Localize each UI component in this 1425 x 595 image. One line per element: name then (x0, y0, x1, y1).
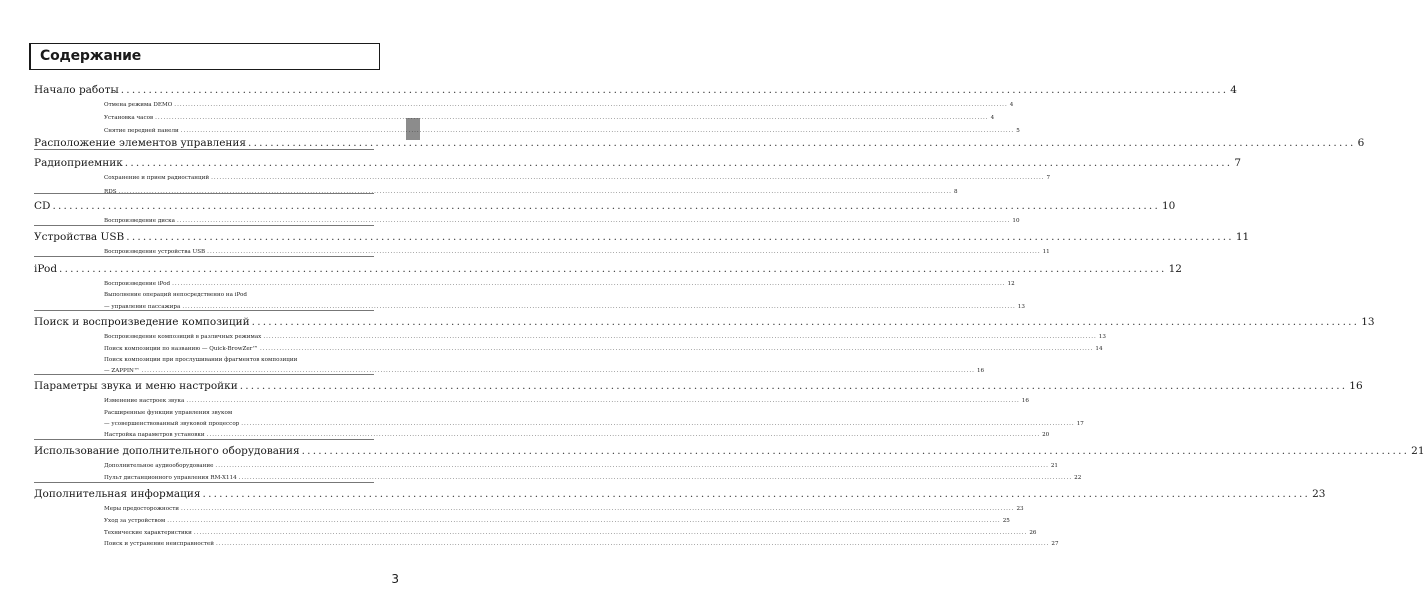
toc-subentry-label: Технические характеристики (104, 530, 192, 536)
section-divider (34, 374, 374, 375)
toc-section-entry[interactable] (34, 380, 1363, 394)
toc-subentry-label: Поиск композиции при прослушивании фрагментов композиции (104, 357, 298, 363)
dot-leader: ............................................................................................................................................................................................................................................................................................................ (172, 281, 1006, 287)
section-divider (34, 193, 374, 194)
dot-leader: ............................................................................................................................................................................................................................................................................................................ (241, 421, 1075, 427)
dot-leader: ............................................................................................................................................................................................................................................................................................................ (215, 541, 1050, 547)
toc-subentry[interactable] (104, 518, 1010, 526)
dot-leader: ............................................................................................................................................................................................................................................................................................................ (211, 175, 1045, 181)
toc-subentry-label: RDS (104, 189, 117, 195)
toc-subentry-label: — усовершенствованный звуковой процессор (104, 421, 240, 427)
toc-subentry-page: 21 (1050, 463, 1058, 469)
dot-leader: ............................................................................................................................................................................................................................................................................................................ (174, 102, 1008, 108)
toc-section-page: 11 (1235, 231, 1250, 243)
toc-subentry-page: 14 (1095, 346, 1103, 352)
toc-subentry-label: Меры предосторожности (104, 506, 180, 512)
section-divider (34, 225, 374, 226)
dot-leader: ............................................................................................................................................................................................................................................................................................................ (181, 506, 1015, 512)
toc-section-title: Поиск и воспроизведение композиций (34, 316, 250, 328)
dot-leader: ............................................................................................................................................................................................................................................................................................................ (180, 128, 1015, 134)
toc-subentry-page: 25 (1002, 518, 1010, 524)
toc-subentry-page: 11 (1042, 249, 1050, 255)
toc-section-entry[interactable] (34, 316, 1375, 330)
page-title: Содержание (40, 48, 142, 64)
toc-subentry[interactable] (104, 530, 1037, 538)
toc-section-title: iPod (34, 263, 58, 275)
toc-subentry-label: Снятие передней панели (104, 128, 179, 134)
toc-subentry-page: 10 (1012, 218, 1020, 224)
dot-leader: ............................................................................................................................................................................................................................................................................................................ (206, 432, 1041, 438)
toc-subentry-label: Воспроизведение композиций в различных режимах (104, 334, 262, 340)
toc-subentry-label: Сохранение и прием радиостанций (104, 175, 210, 181)
dot-leader: ........................................................................................................................................................................................................ (59, 263, 1167, 275)
toc-subentry-page: 16 (1021, 398, 1029, 404)
toc-subentry-page: 17 (1076, 421, 1084, 427)
toc-section-page: 4 (1230, 84, 1237, 96)
dot-leader: ........................................................................................................................................................................................................ (202, 488, 1311, 500)
dot-leader: ............................................................................................................................................................................................................................................................................................................ (186, 398, 1020, 404)
toc-subentry-label: Уход за устройством (104, 518, 166, 524)
section-divider (34, 256, 374, 257)
toc-section-title: Дополнительная информация (34, 488, 201, 500)
toc-subentry[interactable] (104, 102, 1014, 110)
toc-subentry[interactable] (104, 398, 1029, 406)
toc-subentry[interactable] (104, 346, 1103, 354)
toc-section-title: Начало работы (34, 84, 119, 96)
toc-subentry[interactable] (104, 281, 1015, 289)
toc-subentry[interactable] (104, 541, 1059, 549)
toc-subentry[interactable] (104, 292, 374, 300)
toc-section-entry[interactable] (34, 263, 1182, 277)
toc-section-title: CD (34, 200, 51, 212)
dot-leader: ............................................................................................................................................................................................................................................................................................................ (176, 218, 1011, 224)
toc-subentry-page: 7 (1046, 175, 1051, 181)
toc-subentry-label: — управление пассажира (104, 304, 181, 310)
toc-subentry-label: Дополнительное аудиооборудование (104, 463, 214, 469)
section-divider (34, 149, 374, 150)
toc-section-page: 7 (1234, 157, 1241, 169)
dot-leader: ........................................................................................................................................................................................................ (124, 157, 1233, 169)
toc-section-entry[interactable] (34, 445, 1425, 459)
dot-leader: ............................................................................................................................................................................................................................................................................................................ (167, 518, 1001, 524)
toc-subentry-label: Отмена режима DEMO (104, 102, 173, 108)
toc-section-entry[interactable] (34, 488, 1326, 502)
dot-leader: ............................................................................................................................................................................................................................................................................................................ (207, 249, 1041, 255)
toc-subentry-page: 5 (1016, 128, 1020, 134)
section-divider (34, 310, 374, 311)
toc-section-page: 13 (1361, 316, 1375, 328)
toc-subentry-label: — ZAPPIN™ (104, 368, 140, 374)
toc-subentry-label: Поиск и устранение неисправностей (104, 541, 214, 547)
toc-subentry-page: 27 (1051, 541, 1059, 547)
toc-subentry-label: Изменение настроек звука (104, 398, 185, 404)
toc-subentry-label: Воспроизведение устройства USB (104, 249, 206, 255)
toc-subentry-label: Пульт дистанционного управления RM-X114 (104, 475, 237, 481)
toc-section-page: 10 (1161, 200, 1176, 212)
dot-leader: ........................................................................................................................................................................................................ (251, 316, 1360, 328)
dot-leader: ........................................................................................................................................................................................................ (301, 445, 1410, 457)
toc-section-page: 12 (1168, 263, 1182, 275)
toc-section-page: 16 (1349, 380, 1363, 392)
dot-leader: ........................................................................................................................................................................................................ (126, 231, 1234, 243)
toc-section-title: Радиоприемник (34, 157, 123, 169)
dot-leader: ........................................................................................................................................................................................................ (239, 380, 1348, 392)
toc-subentry[interactable] (104, 421, 1084, 429)
toc-subentry-page: 13 (1017, 304, 1025, 310)
toc-subentry[interactable] (104, 128, 1020, 136)
dot-leader: ............................................................................................................................................................................................................................................................................................................ (182, 304, 1016, 310)
dot-leader: ............................................................................................................................................................................................................................................................................................................ (118, 189, 952, 195)
section-divider (34, 482, 374, 483)
toc-subentry-page: 22 (1074, 475, 1082, 481)
toc-subentry[interactable] (104, 115, 995, 123)
toc-subentry-page: 4 (990, 115, 995, 121)
page-number: 3 (391, 572, 399, 586)
toc-section-page: 23 (1312, 488, 1326, 500)
toc-subentry-label: Выполнение операций непосредственно на iPod (104, 292, 247, 298)
toc-subentry-page: 8 (953, 189, 958, 195)
dot-leader: ............................................................................................................................................................................................................................................................................................................ (238, 475, 1073, 481)
toc-subentry[interactable] (104, 334, 1106, 342)
toc-section-title: Устройства USB (34, 231, 125, 243)
toc-section-entry[interactable] (34, 200, 1176, 214)
section-divider (34, 439, 374, 440)
toc-subentry[interactable] (104, 410, 374, 418)
dot-leader: ............................................................................................................................................................................................................................................................................................................ (215, 463, 1049, 469)
toc-section-page: 6 (1357, 137, 1365, 149)
toc-subentry-page: 20 (1042, 432, 1050, 438)
toc-subentry-page: 23 (1016, 506, 1024, 512)
toc-subentry-page: 26 (1029, 530, 1037, 536)
dot-leader: ........................................................................................................................................................................................................ (248, 137, 1356, 149)
toc-subentry-label: Воспроизведение iPod (104, 281, 171, 287)
toc-section-entry[interactable] (34, 157, 1241, 171)
dot-leader: ........................................................................................................................................................................................................ (120, 84, 1229, 96)
toc-section-entry[interactable] (34, 84, 1237, 98)
dot-leader: ............................................................................................................................................................................................................................................................................................................ (155, 115, 989, 121)
dot-leader: ............................................................................................................................................................................................................................................................................................................ (141, 368, 975, 374)
toc-subentry-label: Настройка параметров установки (104, 432, 205, 438)
toc-section-title: Расположение элементов управления (34, 137, 247, 149)
toc-subentry-label: Установка часов (104, 115, 154, 121)
toc-subentry-label: Расширенные функции управления звуком (104, 410, 233, 416)
toc-subentry-page: 12 (1007, 281, 1015, 287)
dot-leader: ............................................................................................................................................................................................................................................................................................................ (193, 530, 1028, 536)
toc-subentry[interactable] (104, 463, 1058, 471)
toc-subentry[interactable] (104, 357, 374, 365)
dot-leader: ............................................................................................................................................................................................................................................................................................................ (259, 346, 1094, 352)
toc-subentry-label: Поиск композиции по названию — Quick-BrowZer™ (104, 346, 258, 352)
toc-subentry-page: 13 (1098, 334, 1106, 340)
dot-leader: ............................................................................................................................................................................................................................................................................................................ (263, 334, 1097, 340)
toc-subentry-page: 16 (976, 368, 985, 374)
toc-section-title: Параметры звука и меню настройки (34, 380, 238, 392)
toc-section-page: 21 (1411, 445, 1425, 457)
toc-section-entry[interactable] (34, 231, 1250, 245)
toc-subentry-page: 4 (1009, 102, 1014, 108)
toc-subentry[interactable] (104, 506, 1024, 514)
title-box (29, 43, 380, 70)
dot-leader: ........................................................................................................................................................................................................ (52, 200, 1160, 212)
toc-subentry-label: Воспроизведение диска (104, 218, 175, 224)
toc-section-title: Использование дополнительного оборудования (34, 445, 300, 457)
toc-subentry[interactable] (104, 175, 1051, 183)
